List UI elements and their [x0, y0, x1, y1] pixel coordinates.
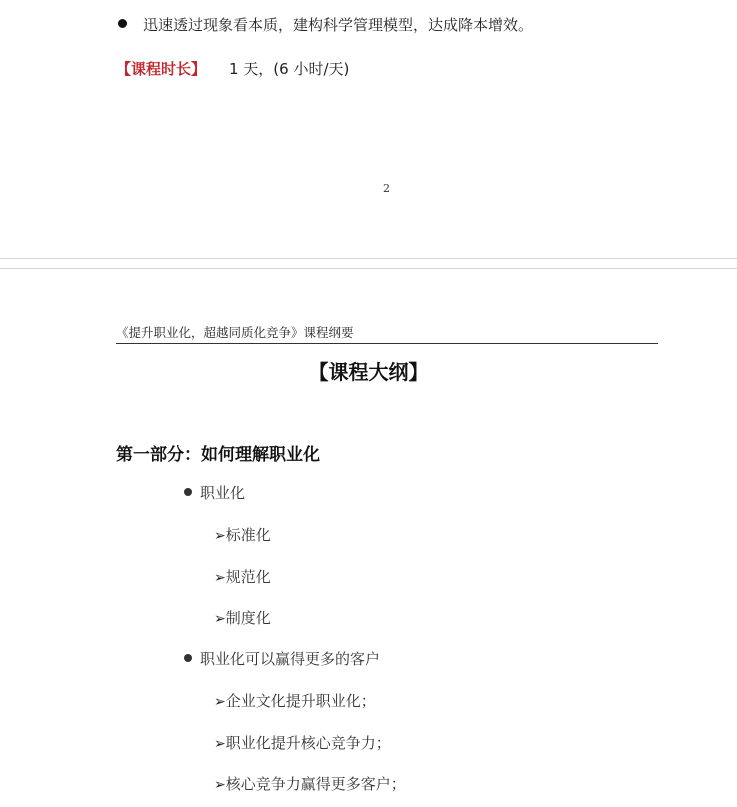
page-number: 2 [383, 182, 390, 195]
bullet-dot-icon [184, 654, 192, 662]
list-item-text: 规范化 [225, 568, 271, 586]
part-title: 第一部分：如何理解职业化 [116, 445, 320, 465]
course-duration-label: 【课程时长】 [116, 60, 207, 78]
arrow-bullet-icon: ➢ [214, 528, 226, 544]
list-item [214, 524, 271, 545]
bullet-dot-icon [184, 488, 192, 496]
page-separator-top [0, 258, 737, 259]
arrow-bullet-icon: ➢ [214, 694, 226, 710]
section-label: 职业化 [200, 484, 246, 502]
outline-title: 【课程大纲】 [308, 360, 429, 384]
list-item [214, 773, 406, 794]
bullet-dot-icon [118, 19, 127, 28]
list-item-text: 企业文化提升职业化； [225, 692, 376, 710]
running-header: 《提升职业化，超越同质化竞争》课程纲要 [116, 325, 354, 340]
arrow-bullet-icon: ➢ [214, 570, 226, 586]
page-separator-bottom [0, 268, 737, 269]
arrow-bullet-icon: ➢ [214, 736, 226, 752]
list-item [214, 566, 271, 587]
bullet-item-text: 迅速透过现象看本质，建构科学管理模型，达成降本增效。 [143, 16, 534, 34]
header-rule [116, 343, 658, 344]
arrow-bullet-icon: ➢ [214, 777, 226, 793]
list-item [214, 607, 271, 628]
list-item-text: 核心竞争力赢得更多客户； [225, 775, 406, 793]
arrow-bullet-icon: ➢ [214, 611, 226, 627]
list-item [214, 690, 376, 711]
list-item-text: 职业化提升核心竞争力； [225, 734, 391, 752]
list-item-text: 制度化 [225, 609, 271, 627]
section-label: 职业化可以赢得更多的客户 [200, 650, 381, 668]
list-item-text: 标准化 [225, 526, 271, 544]
course-duration-value: 1 天，(6 小时/天) [229, 60, 350, 78]
list-item [214, 732, 391, 753]
